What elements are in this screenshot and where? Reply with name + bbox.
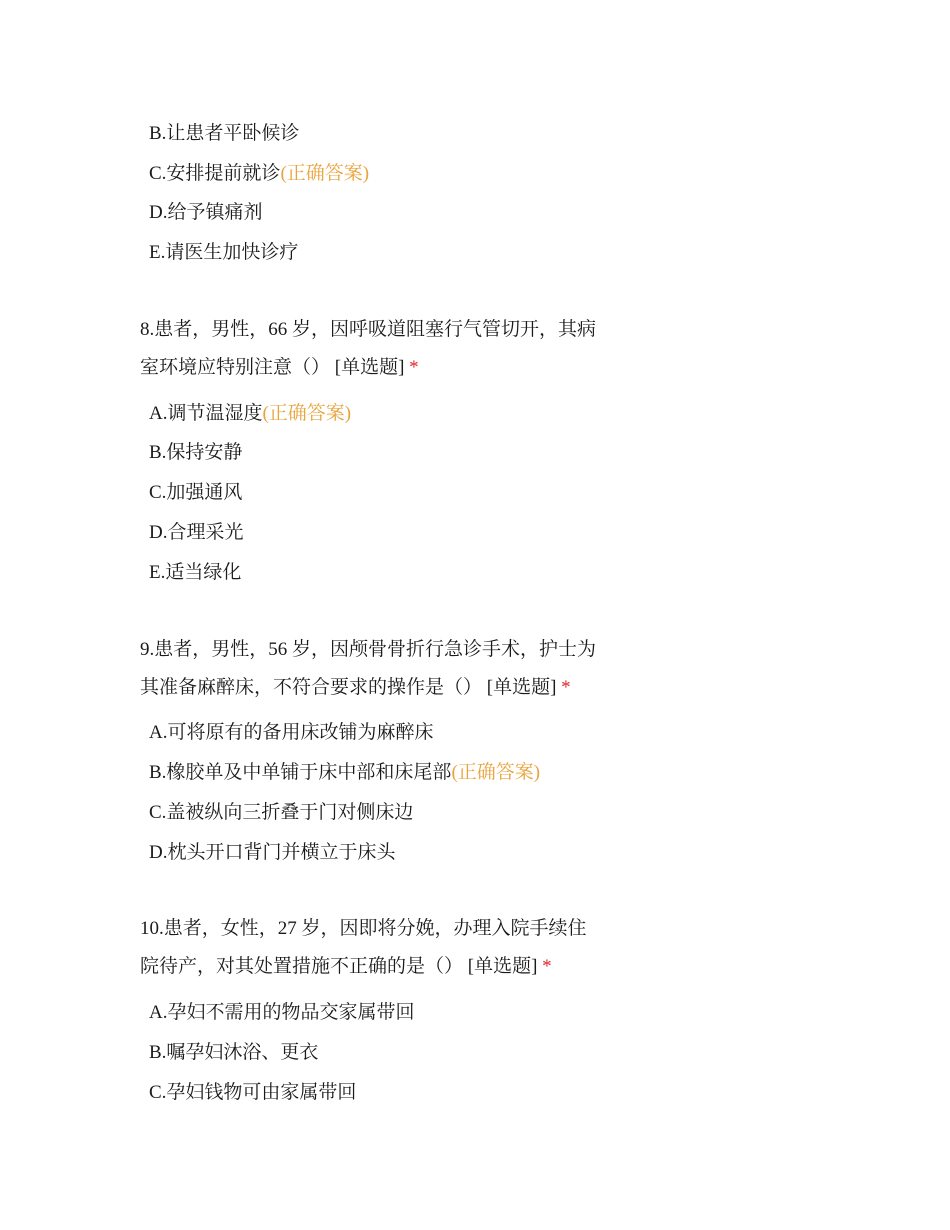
question-9-line1: 9.患者，男性，56 岁，因颅骨骨折行急诊手术，护士为 — [140, 639, 597, 660]
option-q8-d: D.合理采光 — [149, 522, 244, 543]
option-q7-c: C.安排提前就诊(正确答案) — [149, 163, 370, 184]
option-q10-a: A.孕妇不需用的物品交家属带回 — [149, 1002, 415, 1023]
option-q7-b: B.让患者平卧候诊 — [149, 123, 300, 144]
correct-answer-mark: (正确答案) — [262, 403, 352, 424]
required-star: * — [542, 956, 552, 977]
question-8-line2: 室环境应特别注意（） [单选题] * — [140, 357, 419, 378]
option-q9-a: A.可将原有的备用床改铺为麻醉床 — [149, 722, 434, 743]
question-8-stem — [140, 311, 610, 387]
option-q8-b: B.保持安静 — [149, 442, 243, 463]
correct-answer-mark: (正确答案) — [451, 762, 541, 783]
option-q9-c: C.盖被纵向三折叠于门对侧床边 — [149, 802, 414, 823]
option-q8-a: A.调节温湿度(正确答案) — [149, 403, 352, 424]
question-8-line1: 8.患者，男性，66 岁，因呼吸道阻塞行气管切开，其病 — [140, 319, 597, 340]
question-9-stem — [140, 631, 610, 707]
correct-answer-mark: (正确答案) — [280, 163, 370, 184]
option-q9-d: D.枕头开口背门并横立于床头 — [149, 842, 396, 863]
required-star: * — [561, 677, 571, 698]
question-10-stem — [140, 910, 610, 986]
question-type-tag: [单选题] — [486, 677, 557, 698]
option-q7-e: E.请医生加快诊疗 — [149, 242, 299, 263]
option-q9-b: B.橡胶单及中单铺于床中部和床尾部(正确答案) — [149, 762, 541, 783]
question-10-line2: 院待产，对其处置措施不正确的是（） [单选题] * — [140, 956, 552, 977]
option-q10-b: B.嘱孕妇沐浴、更衣 — [149, 1042, 319, 1063]
required-star: * — [409, 357, 419, 378]
question-type-tag: [单选题] — [334, 357, 405, 378]
option-q7-d: D.给予镇痛剂 — [149, 202, 263, 223]
question-type-tag: [单选题] — [467, 956, 538, 977]
option-q8-c: C.加强通风 — [149, 482, 243, 503]
question-9-line2: 其准备麻醉床，不符合要求的操作是（） [单选题] * — [140, 677, 571, 698]
option-q8-e: E.适当绿化 — [149, 562, 242, 583]
question-10-line1: 10.患者，女性，27 岁，因即将分娩，办理入院手续住 — [140, 918, 587, 939]
option-q10-c: C.孕妇钱物可由家属带回 — [149, 1082, 357, 1103]
